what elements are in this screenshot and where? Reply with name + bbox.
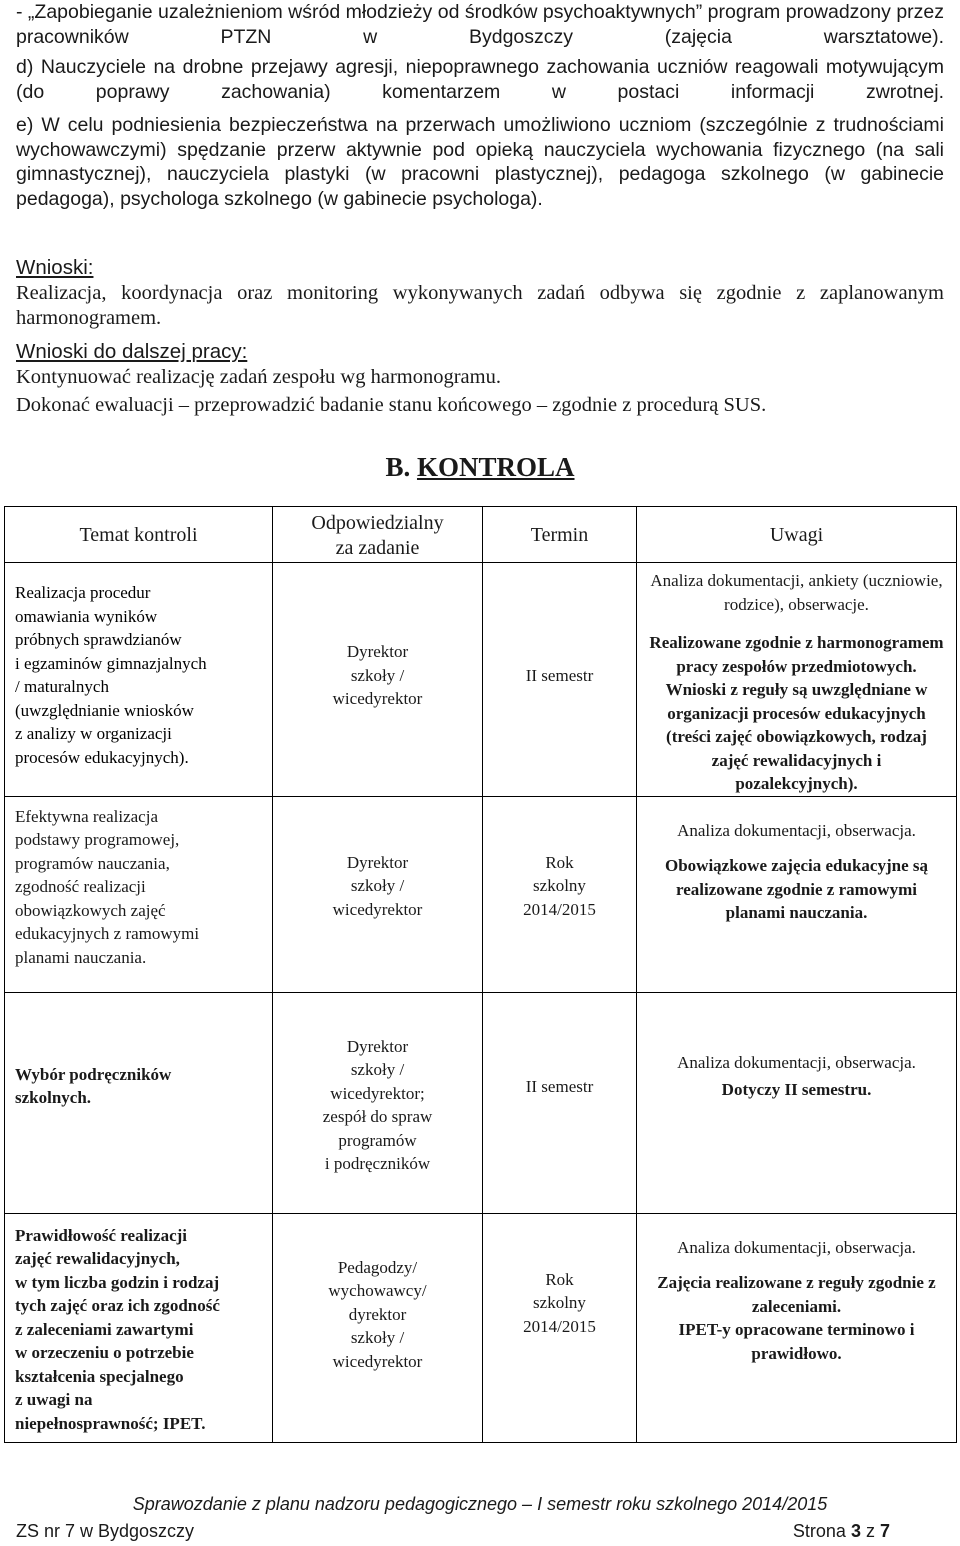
table-header-row xyxy=(5,507,957,563)
row-4-temat: Prawidłowość realizacji zajęć rewalidacyjnych, w tym liczba godzin i rodzaj tych zajęć oraz ich zgodność z zaleceniami zawartymi w orzeczeniu o potrzebie kształcenia specjalnego z uwagi na niepełnosprawność; IPET. xyxy=(5,1213,273,1442)
footer-title: Sprawozdanie z planu nadzoru pedagogicznego – I semestr roku szkolnego 2014/2015 xyxy=(132,1494,828,1514)
dalsze-label: Wnioski do dalszej pracy: xyxy=(16,340,248,363)
row-4-uwagi: Analiza dokumentacji, obserwacja. Zajęcia realizowane z reguły zgodnie z zaleceniami. IPET-y opracowane terminowo i prawidłowo. xyxy=(637,1213,957,1442)
footer-school: ZS nr 7 w Bydgoszczy xyxy=(16,1521,195,1541)
row-1-odpowiedzialny: Dyrektor szkoły / wicedyrektor xyxy=(273,563,483,797)
header-temat: Temat kontroli xyxy=(5,507,273,563)
row-2-temat: Efektywna realizacja podstawy programowej, programów nauczania, zgodność realizacji obowiązkowych zajęć edukacyjnych z ramowymi planami nauczania. xyxy=(5,796,273,992)
footer-page-number: Strona 3 z 7 xyxy=(792,1521,890,1541)
paragraph-program: - „Zapobieganie uzależnieniom wśród młodzieży od środków psychoaktywnych” program prowadzony przez pracowników PTZN w Bydgoszczy (zajęcia warsztatowe). xyxy=(16,1,944,48)
table-row xyxy=(5,992,957,1213)
dalsze-item-2: Dokonać ewaluacji – przeprowadzić badanie stanu końcowego – zgodnie z procedurą SUS. xyxy=(16,394,767,416)
section-heading xyxy=(0,452,960,483)
wnioski-text: Realizacja, koordynacja oraz monitoring wykonywanych zadań odbywa się zgodnie z zaplanowanym harmonogramem. xyxy=(16,282,944,329)
header-termin: Termin xyxy=(483,507,637,563)
dalsze-item-1: Kontynuować realizację zadań zespołu wg harmonogramu. xyxy=(16,366,501,388)
table-row xyxy=(5,563,957,797)
row-1-termin: II semestr xyxy=(483,563,637,797)
row-3-odpowiedzialny: Dyrektor szkoły / wicedyrektor; zespół do spraw programów i podręczników xyxy=(273,992,483,1213)
row-2-termin: Rok szkolny 2014/2015 xyxy=(483,796,637,992)
table-row xyxy=(5,1213,957,1442)
row-2-uwagi: Analiza dokumentacji, obserwacja. Obowiązkowe zajęcia edukacyjne są realizowane zgodnie z ramowymi planami nauczania. xyxy=(637,796,957,992)
row-3-temat: Wybór podręczników szkolnych. xyxy=(5,992,273,1213)
row-3-uwagi: Analiza dokumentacji, obserwacja. Dotyczy II semestru. xyxy=(637,992,957,1213)
header-uwagi: Uwagi xyxy=(637,507,957,563)
section-prefix: B. xyxy=(385,452,411,482)
paragraph-item-d: d) Nauczyciele na drobne przejawy agresji, niepoprawnego zachowania uczniów reagowali motywującym (do poprawy zachowania) komentarzem w postaci informacji zwrotnej. xyxy=(16,56,944,103)
row-1-uwagi: Analiza dokumentacji, ankiety (uczniowie, rodzice), obserwacje. Realizowane zgodnie z harmonogramem pracy zespołów przedmiotowych. Wnioski z reguły są uwzględniane w organizacji procesów edukacyjnych (treści zajęć obowiązkowych, rodzaj zajęć rewalidacyjnych i pozalekcyjnych). xyxy=(637,563,957,797)
row-3-termin: II semestr xyxy=(483,992,637,1213)
paragraph-item-e: e) W celu podniesienia bezpieczeństwa na przerwach umożliwiono uczniom (szczególnie z trudnościami wychowawczymi) spędzanie przerw aktywnie pod opieką nauczyciela wychowania fizycznego (na sali gimnastycznej), nauczyciela plastyki (w pracowni plastycznej), pedagoga szkolnego (w gabinecie pedagoga), psychologa szkolnego (w gabinecie psychologa). xyxy=(16,114,944,210)
row-2-odpowiedzialny: Dyrektor szkoły / wicedyrektor xyxy=(273,796,483,992)
header-odpowiedzialny: Odpowiedzialny za zadanie xyxy=(273,507,483,563)
table-row xyxy=(5,796,957,992)
kontrola-table xyxy=(4,506,957,1443)
row-4-termin: Rok szkolny 2014/2015 xyxy=(483,1213,637,1442)
wnioski-label: Wnioski: xyxy=(16,256,94,279)
section-title: KONTROLA xyxy=(416,452,575,482)
row-1-temat: Realizacja procedur omawiania wyników próbnych sprawdzianów i egzaminów gimnazjalnych / maturalnych (uwzględnianie wniosków z analizy w organizacji procesów edukacyjnych). xyxy=(5,563,273,797)
row-4-odpowiedzialny: Pedagodzy/ wychowawcy/ dyrektor szkoły / wicedyrektor xyxy=(273,1213,483,1442)
